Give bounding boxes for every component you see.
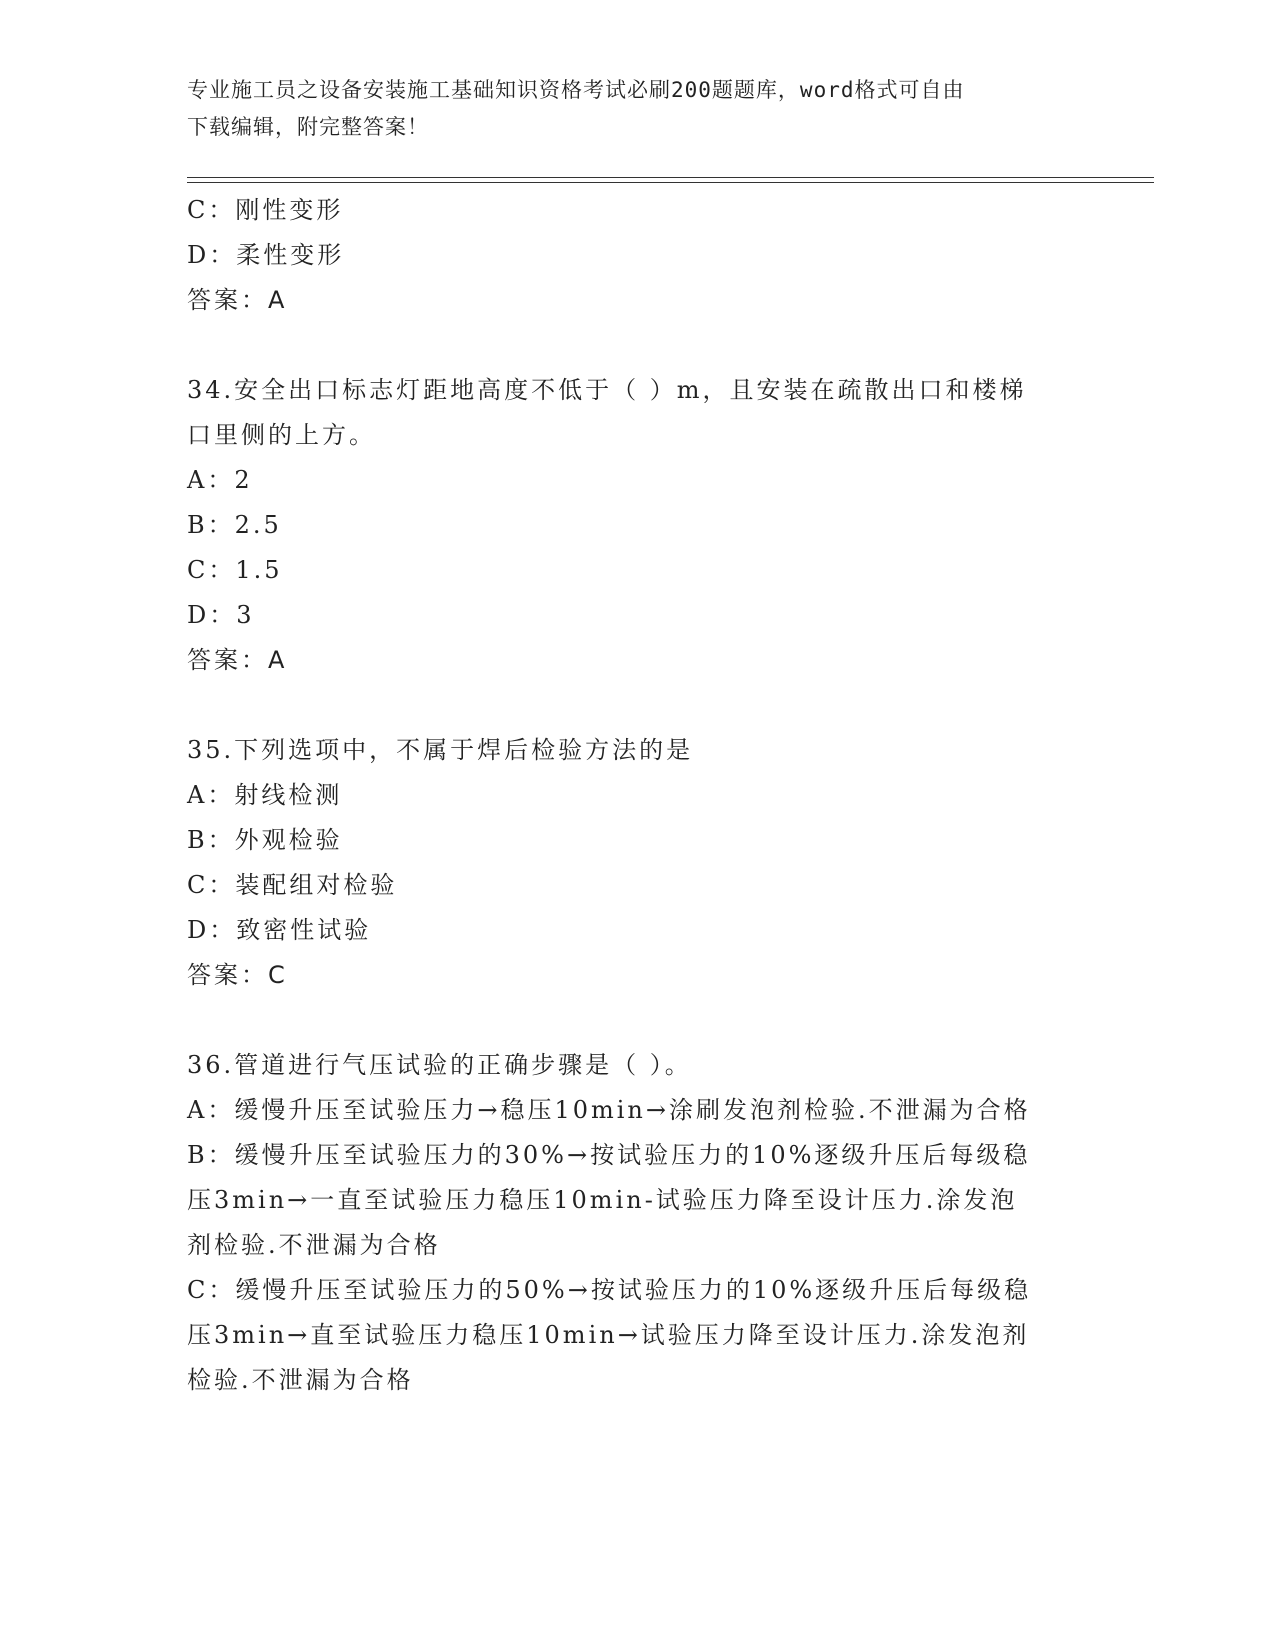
q36-stem: 36.管道进行气压试验的正确步骤是（ ）。 [187,1051,692,1079]
q35-stem: 35.下列选项中，不属于焊后检验方法的是 [187,736,694,764]
header-line-2: 下载编辑，附完整答案！ [187,115,429,139]
q34-stem-line-2: 口里侧的上方。 [187,421,376,449]
prev-option-d: D：柔性变形 [187,241,345,269]
q34-answer: 答案：A [187,646,288,674]
q35-option-a: A：射线检测 [187,781,343,809]
prev-option-c: C：刚性变形 [187,196,344,224]
q36-option-a: A：缓慢升压至试验压力→稳压10min→涂刷发泡剂检验.不泄漏为合格 [187,1096,1031,1124]
header-line-1: 专业施工员之设备安装施工基础知识资格考试必刷200题题库，word格式可自由 [187,78,965,102]
q34-stem-line-1: 34.安全出口标志灯距地高度不低于（ ）m，且安装在疏散出口和楼梯 [187,376,1027,404]
q34-option-b: B：2.5 [187,511,282,539]
document-header [187,72,1087,146]
prev-answer: 答案：A [187,286,288,314]
q36-option-c-line-2: 压3min→直至试验压力稳压10min→试验压力降至设计压力.涂发泡剂 [187,1321,1030,1349]
q36-option-b-line-2: 压3min→一直至试验压力稳压10min-试验压力降至设计压力.涂发泡 [187,1186,1018,1214]
header-divider-top [187,177,1154,178]
q34-option-a: A：2 [187,466,253,494]
q36-option-c-line-1: C：缓慢升压至试验压力的50%→按试验压力的10%逐级升压后每级稳 [187,1276,1032,1304]
q34-option-d: D：3 [187,601,255,629]
q35-option-c: C：装配组对检验 [187,871,398,899]
header-divider-bottom [187,182,1154,183]
q34-option-c: C：1.5 [187,556,283,584]
q35-answer: 答案：C [187,961,288,989]
document-body [187,188,1087,1403]
q36-option-c-line-3: 检验.不泄漏为合格 [187,1366,414,1394]
q36-option-b-line-3: 剂检验.不泄漏为合格 [187,1231,441,1259]
q35-option-b: B：外观检验 [187,826,343,854]
q36-option-b-line-1: B：缓慢升压至试验压力的30%→按试验压力的10%逐级升压后每级稳 [187,1141,1031,1169]
q35-option-d: D：致密性试验 [187,916,372,944]
